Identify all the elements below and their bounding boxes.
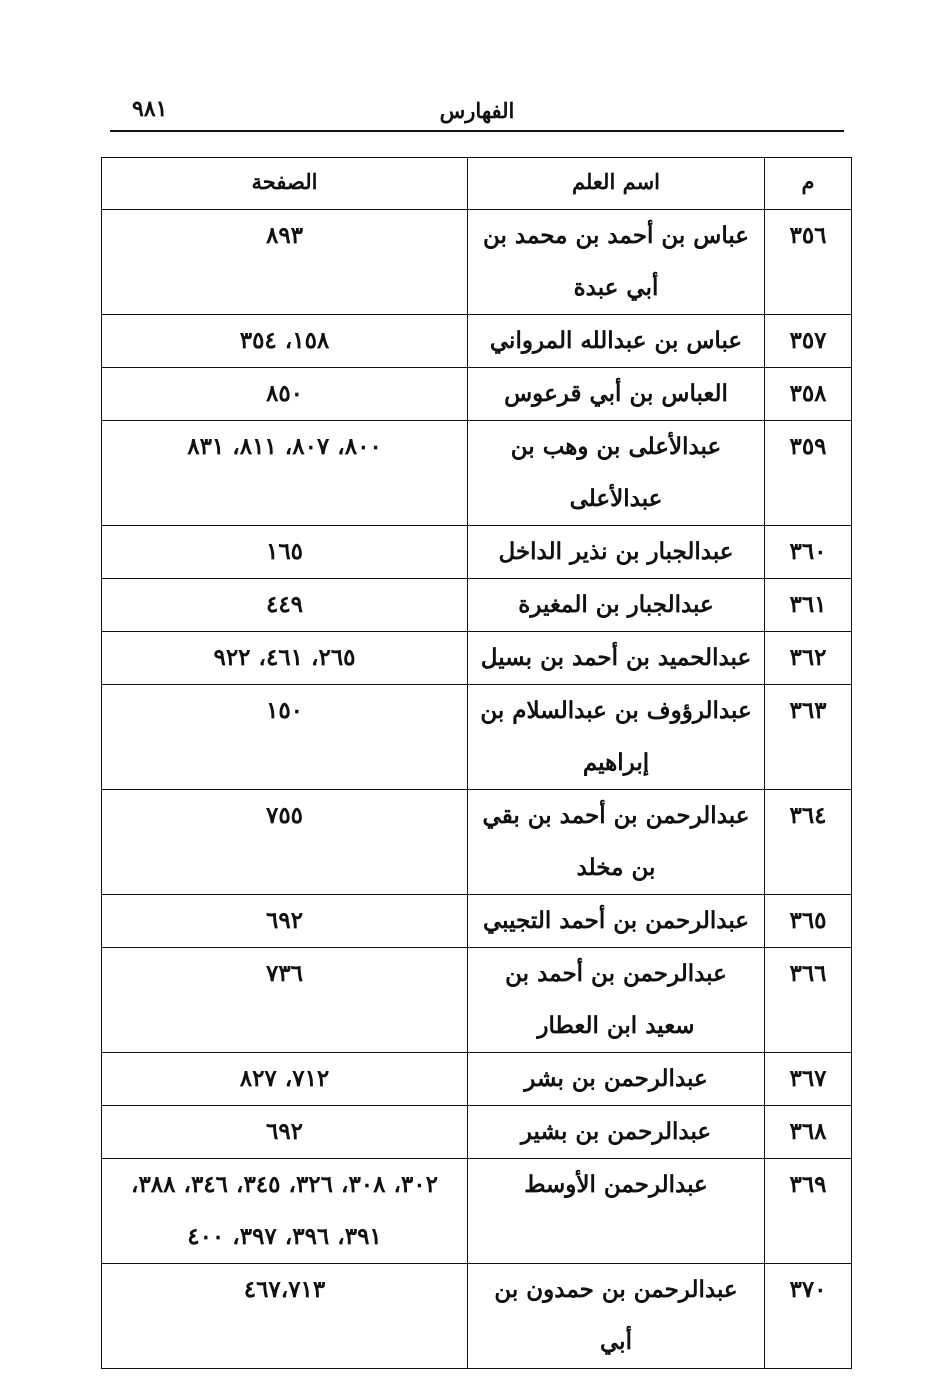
table-row: [102, 579, 852, 632]
entry-number: ٣٦٢: [765, 632, 852, 685]
entry-name: عبدالرحمن بن حمدون بن أبي: [468, 1264, 765, 1369]
entry-name: عبدالحميد بن أحمد بن بسيل: [468, 632, 765, 685]
entry-number: ٣٦٨: [765, 1106, 852, 1159]
table-row: [102, 1106, 852, 1159]
entry-pages: ١٥٨، ٣٥٤: [102, 315, 468, 368]
column-header-number: م: [765, 158, 852, 210]
table-row: [102, 526, 852, 579]
entry-number: ٣٥٧: [765, 315, 852, 368]
entry-name: العباس بن أبي قرعوس: [468, 368, 765, 421]
entry-name: عبدالرحمن بن بشر: [468, 1053, 765, 1106]
entry-pages: ٨٠٠، ٨٠٧، ٨١١، ٨٣١: [102, 421, 468, 526]
entry-pages: ٢٦٥، ٤٦١، ٩٢٢: [102, 632, 468, 685]
entry-pages: ٧١٢، ٨٢٧: [102, 1053, 468, 1106]
entry-pages: ٨٩٣: [102, 210, 468, 315]
page-number: ٩٨١: [132, 96, 168, 122]
entry-number: ٣٦٦: [765, 948, 852, 1053]
entry-name: عبدالأعلى بن وهب بن عبدالأعلى: [468, 421, 765, 526]
entry-number: ٣٥٩: [765, 421, 852, 526]
table-row: [102, 790, 852, 895]
entry-name: عبدالرحمن الأوسط: [468, 1159, 765, 1264]
table-row: [102, 1264, 852, 1369]
page-title: الفهارس: [439, 98, 515, 123]
table-row: [102, 368, 852, 421]
table-row: [102, 948, 852, 1053]
entry-name: عبدالرحمن بن أحمد التجيبي: [468, 895, 765, 948]
page-header: [110, 92, 844, 132]
entry-number: ٣٥٨: [765, 368, 852, 421]
column-header-name: اسم العلم: [468, 158, 765, 210]
entry-name: عبدالجبار بن نذير الداخل: [468, 526, 765, 579]
table-row: [102, 632, 852, 685]
index-table: [101, 157, 852, 1369]
entry-name: عبدالرؤوف بن عبدالسلام بن إبراهيم: [468, 685, 765, 790]
entry-name: عباس بن عبدالله المرواني: [468, 315, 765, 368]
table-row: [102, 210, 852, 315]
table-row: [102, 421, 852, 526]
entry-number: ٣٦٧: [765, 1053, 852, 1106]
column-header-pages: الصفحة: [102, 158, 468, 210]
entry-number: ٣٦٣: [765, 685, 852, 790]
entry-pages: ٣٠٢، ٣٠٨، ٣٢٦، ٣٤٥، ٣٤٦، ٣٨٨، ٣٩١، ٣٩٦، ٣٩٧، ٤٠٠: [102, 1159, 468, 1264]
entry-pages: ١٦٥: [102, 526, 468, 579]
table-row: [102, 1159, 852, 1264]
entry-name: عبدالرحمن بن بشير: [468, 1106, 765, 1159]
entry-pages: ٧٥٥: [102, 790, 468, 895]
entry-name: عباس بن أحمد بن محمد بن أبي عبدة: [468, 210, 765, 315]
entry-name: عبدالجبار بن المغيرة: [468, 579, 765, 632]
table-row: [102, 895, 852, 948]
entry-number: ٣٦٠: [765, 526, 852, 579]
entry-number: ٣٦٤: [765, 790, 852, 895]
entry-pages: ١٥٠: [102, 685, 468, 790]
entry-number: ٣٧٠: [765, 1264, 852, 1369]
entry-pages: ٤٤٩: [102, 579, 468, 632]
table-header-row: [102, 158, 852, 210]
entry-pages: ٧٣٦: [102, 948, 468, 1053]
table-row: [102, 315, 852, 368]
table-row: [102, 1053, 852, 1106]
entry-number: ٣٦٩: [765, 1159, 852, 1264]
entry-pages: ٨٥٠: [102, 368, 468, 421]
entry-pages: ٤٦٧،٧١٣: [102, 1264, 468, 1369]
table-row: [102, 685, 852, 790]
entry-name: عبدالرحمن بن أحمد بن بقي بن مخلد: [468, 790, 765, 895]
entry-name: عبدالرحمن بن أحمد بن سعيد ابن العطار: [468, 948, 765, 1053]
entry-number: ٣٥٦: [765, 210, 852, 315]
entry-number: ٣٦٥: [765, 895, 852, 948]
entry-number: ٣٦١: [765, 579, 852, 632]
entry-pages: ٦٩٢: [102, 895, 468, 948]
entry-pages: ٦٩٢: [102, 1106, 468, 1159]
